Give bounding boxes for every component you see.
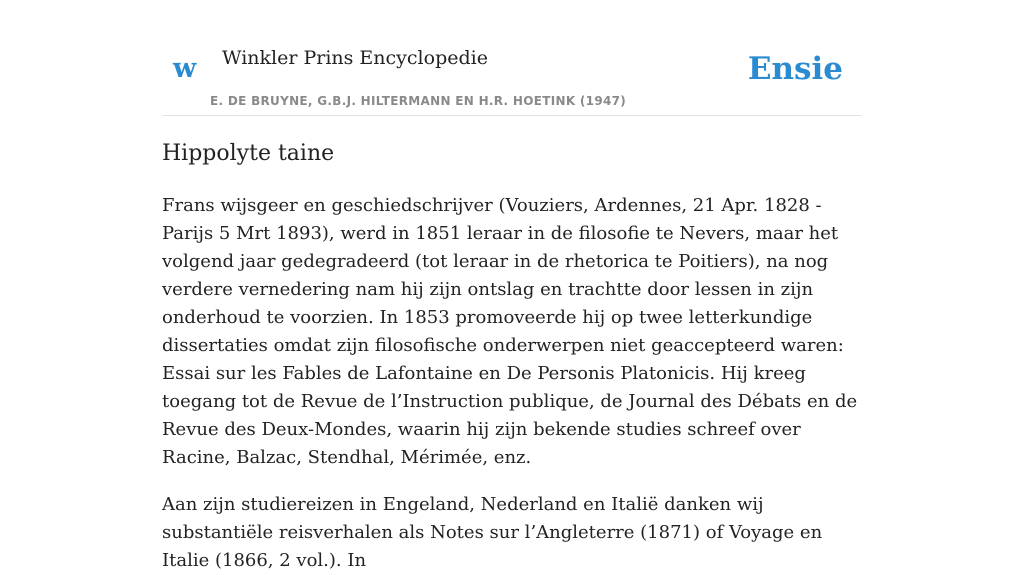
article-paragraph-1: Frans wijsgeer en geschiedschrijver (Vouziers, Ardennes, 21 Apr. 1828 - Parijs 5 Mrt 1893), werd in 1851 leraar in de filosofie te Nevers, maar het volgend jaar gedegradeerd (tot leraar in de rhetorica te Poitiers), na nog verdere vernedering nam hij zijn ontslag en trachtte door lessen in zijn onderhoud te voorzien. In 1853 promoveerde hij op twee letterkundige dissertaties omdat zijn filosofische onderwerpen niet geaccepteerd waren: Essai sur les Fables de Lafontaine en De Personis Platonicis. Hij kreeg toegang tot de Revue de l’Instruction publique, de Journal des Débats en de Revue des Deux-Mondes, waarin hij zijn bekende studies schreef over Racine, Balzac, Stendhal, Mérimée, enz. (162, 195, 858, 468)
ensie-brand-logo[interactable]: Ensie (747, 51, 843, 87)
article (162, 136, 862, 575)
article-paragraph-2: Aan zijn studiereizen in Engeland, Nederland en Italië danken wij substantiële reisverhalen als Notes sur l’Angleterre (1871) of Voyage en Italie (1866, 2 vol.). In (162, 494, 823, 571)
article-title: Hippolyte taine (162, 141, 335, 166)
site-header (162, 0, 862, 116)
source-authors: E. DE BRUYNE, G.B.J. HILTERMANN EN H.R. HOETINK (1947) (210, 94, 627, 108)
source-title[interactable]: Winkler Prins Encyclopedie (222, 47, 488, 69)
winkler-prins-logo[interactable]: w (173, 53, 197, 84)
